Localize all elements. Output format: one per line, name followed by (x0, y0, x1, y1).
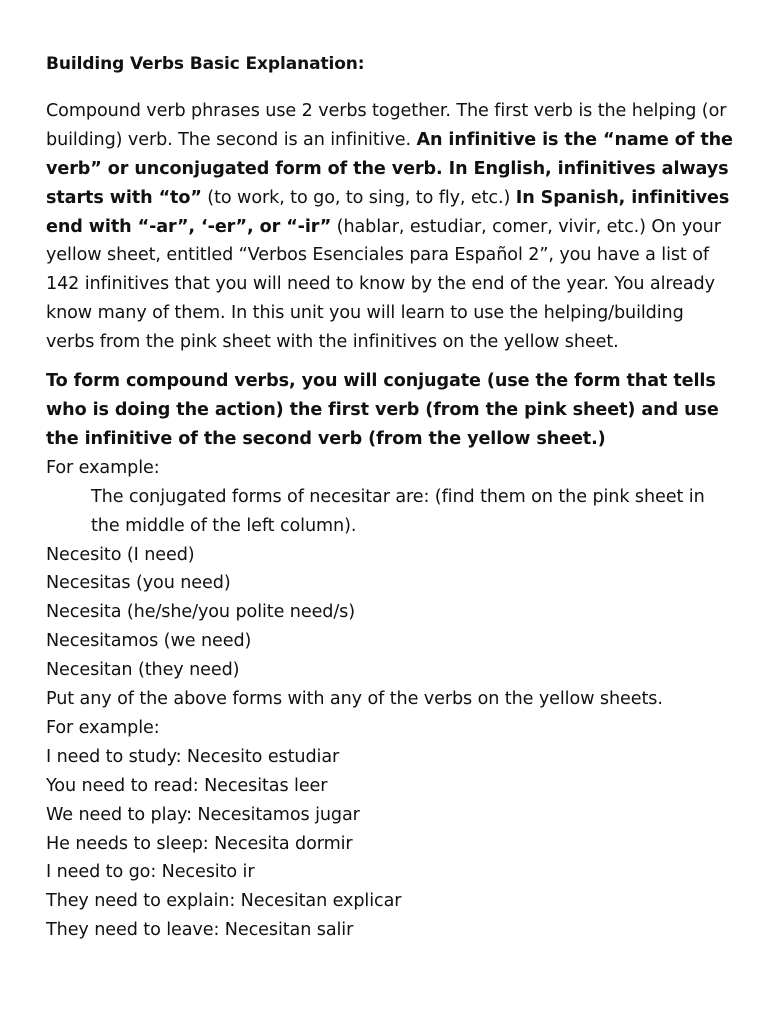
conjugation-item: Necesitamos (we need) (46, 631, 252, 652)
example-item: I need to study: Necesito estudiar (46, 746, 340, 767)
example-item: They need to explain: Necesitan explicar (46, 891, 402, 912)
document-title: Building Verbs Basic Explanation: (46, 54, 365, 74)
put-any-instruction: Put any of the above forms with any of the verbs on the yellow sheets. (46, 689, 663, 710)
conjugation-list (46, 541, 736, 686)
intro-text-3: (hablar, estudiar, comer, vivir, etc.) On your yellow sheet, entitled “Verbos Esenciales para Español 2”, you have a list of 142 infinitives that you will need to know by the end of the year. You already know many of them. In this unit you will learn to use the helping/building verbs from the pink sheet with the infinitives on the yellow sheet. (46, 216, 721, 353)
conjugation-item: Necesito (I need) (46, 544, 195, 565)
document-page (46, 50, 736, 945)
for-example-label-1: For example: (46, 457, 160, 478)
for-example-label-2: For example: (46, 717, 160, 738)
example-item: I need to go: Necesito ir (46, 862, 255, 883)
example-item: We need to play: Necesitamos jugar (46, 804, 360, 825)
intro-text-1: Compound verb phrases use 2 verbs together. The first verb is the helping (or building) verb. The second is an infinitive. (46, 100, 727, 150)
example-item: They need to leave: Necesitan salir (46, 920, 354, 941)
infinitive-definition-bold: An infinitive is the “name of the verb” or unconjugated form of the verb. In English, infinitives always starts with “to” (46, 129, 733, 208)
intro-paragraph (46, 97, 736, 357)
spanish-infinitive-bold: In Spanish, infinitives end with “-ar”, ‘-er”, or “-ir” (46, 187, 730, 237)
intro-text-2: (to work, to go, to sing, to fly, etc.) (201, 187, 516, 208)
conjugation-item: Necesitan (they need) (46, 660, 240, 681)
example-item: You need to read: Necesitas leer (46, 775, 328, 796)
conjugation-item: Necesita (he/she/you polite need/s) (46, 602, 356, 623)
conjugation-item: Necesitas (you need) (46, 573, 231, 594)
conjugated-forms-intro: The conjugated forms of necesitar are: (find them on the pink sheet in the middle of the left column). (91, 486, 705, 536)
example-item: He needs to sleep: Necesita dormir (46, 833, 353, 854)
example-list (46, 743, 736, 945)
compound-verbs-paragraph: To form compound verbs, you will conjugate (use the form that tells who is doing the action) the first verb (from the pink sheet) and use the infinitive of the second verb (from the yellow sheet.) (46, 371, 719, 449)
